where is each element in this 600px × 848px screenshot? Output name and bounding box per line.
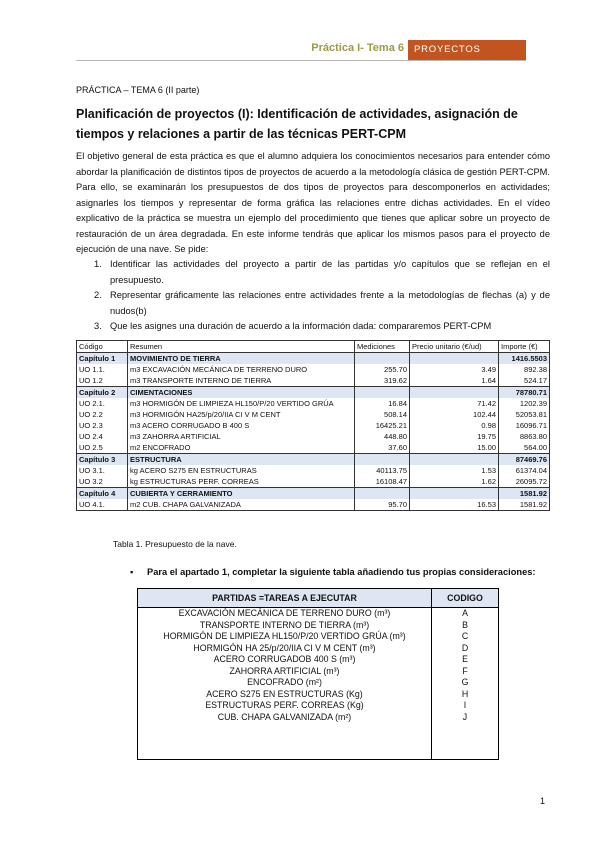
budget-chapter-row: Capítulo 1 MOVIMIENTO DE TIERRA 1416.5503 xyxy=(77,353,550,365)
task-row: ACERO S275 EN ESTRUCTURAS (Kg) H xyxy=(138,689,499,701)
task-row: EXCAVACIÓN MECÁNICA DE TERRENO DURO (m³) A xyxy=(138,608,499,620)
bullet-icon: ▪ xyxy=(130,567,134,577)
practice-subtitle: PRÁCTICA – TEMA 6 (II parte) xyxy=(76,85,200,95)
budget-item-row: UO 2.4 m3 ZAHORRA ARTIFICIAL 448.80 19.75 8863.80 xyxy=(77,431,550,442)
budget-item-row: UO 4.1. m2 CUB. CHAPA GALVANIZADA 95.70 16.53 1581.92 xyxy=(77,499,550,511)
budget-item-row: UO 2.5 m2 ENCOFRADO 37.60 15.00 564.00 xyxy=(77,442,550,454)
task-row: HORMIGÓN HA 25/p/20/IIA CI V M CENT (m³) D xyxy=(138,643,499,655)
task-row-empty xyxy=(138,723,499,760)
tasks-table xyxy=(137,588,499,760)
task-row: ZAHORRA ARTIFICIAL (m³) F xyxy=(138,666,499,678)
task-row: CUB. CHAPA GALVANIZADA (m²) J xyxy=(138,712,499,724)
header-divider xyxy=(76,60,526,61)
budget-chapter-row: Capítulo 2 CIMENTACIONES 78780.71 xyxy=(77,387,550,399)
budget-item-row: UO 1.1. m3 EXCAVACIÓN MECÁNICA DE TERRENO DURO 255.70 3.49 892.38 xyxy=(77,364,550,375)
list-item: 3. Que les asignes una duración de acuerdo a la información dada: compararemos PERT-CPM xyxy=(94,321,492,331)
task-row: ENCOFRADO (m²) G xyxy=(138,677,499,689)
tasks-header-row: PARTIDAS =TAREAS A EJECUTAR CODIGO xyxy=(138,589,499,608)
budget-item-row: UO 2.2 m3 HORMIGÓN HA25/p/20/IIA CI V M CENT 508.14 102.44 52053.81 xyxy=(77,409,550,420)
page-number: 1 xyxy=(540,796,546,806)
list-item: 2. Representar gráficamente las relaciones entre actividades frente a la metodologías de flechas (a) y de nudos(b) xyxy=(94,290,550,316)
budget-header-row: Código Resumen Mediciones Precio unitario (€/ud) Importe (€) xyxy=(77,341,550,353)
page-header xyxy=(0,40,600,60)
budget-chapter-row: Capítulo 4 CUBIERTA Y CERRAMIENTO 1581.92 xyxy=(77,488,550,500)
budget-table xyxy=(76,340,550,511)
header-title: Práctica I- Tema 6 xyxy=(311,42,404,54)
task-row: ESTRUCTURAS PERF. CORREAS (Kg) I xyxy=(138,700,499,712)
table-caption: Tabla 1. Presupuesto de la nave. xyxy=(113,539,237,549)
task-list xyxy=(76,257,550,335)
task-row: TRANSPORTE INTERNO DE TIERRA (m³) B xyxy=(138,620,499,632)
budget-item-row: UO 3.1. kg ACERO S275 EN ESTRUCTURAS 40113.75 1.53 61374.04 xyxy=(77,465,550,476)
list-item: 1. Identificar las actividades del proyecto a partir de las partidas y/o capítulos que se reflejan en el presupuesto. xyxy=(94,259,550,285)
budget-item-row: UO 3.2 kg ESTRUCTURAS PERF. CORREAS 16108.47 1.62 26095.72 xyxy=(77,476,550,488)
budget-item-row: UO 1.2 m3 TRANSPORTE INTERNO DE TIERRA 319.62 1.64 524.17 xyxy=(77,375,550,387)
budget-item-row: UO 2.1. m3 HORMIGÓN DE LIMPIEZA HL150/P/20 VERTIDO GRÚA 16.84 71.42 1202.39 xyxy=(77,398,550,409)
budget-item-row: UO 2.3 m3 ACERO CORRUGADO B 400 S 16425.21 0.98 16096.71 xyxy=(77,420,550,431)
task-row: ACERO CORRUGADOB 400 S (m³) E xyxy=(138,654,499,666)
instruction-bullet: ▪ Para el apartado 1, completar la siguiente tabla añadiendo tus propias consideraciones: xyxy=(130,567,536,577)
task-row: HORMIGÓN DE LIMPIEZA HL150/P/20 VERTIDO GRÚA (m³) C xyxy=(138,631,499,643)
intro-paragraph: El objetivo general de esta práctica es que el alumno adquiera los conocimientos necesarios para entender cómo abordar la planificación de distintos tipos de proyectos de acuerdo a la metodología clásica de gestión PERT-CPM. Para ello, se examinarán los presupuestos de dos tipos de proyectos para descomponerlos en actividades; asignarles los tiempos y representar de forma gráfica las relaciones entre dichas actividades. En el vídeo explicativo de la práctica se muestra un ejemplo del procedimiento que tienes que aplicar sobre un proyecto de restauración de un área degradada. En este informe tendrás que aplicar los mismos pasos para el proyecto de ejecución de una nave. Se pide: xyxy=(76,151,550,254)
document-title: Planificación de proyectos (I): Identificación de actividades, asignación de tiempos y relaciones a partir de las técnicas PERT-CPM xyxy=(76,107,518,141)
header-tag: PROYECTOS xyxy=(408,40,526,60)
budget-chapter-row: Capítulo 3 ESTRUCTURA 87469.76 xyxy=(77,454,550,466)
